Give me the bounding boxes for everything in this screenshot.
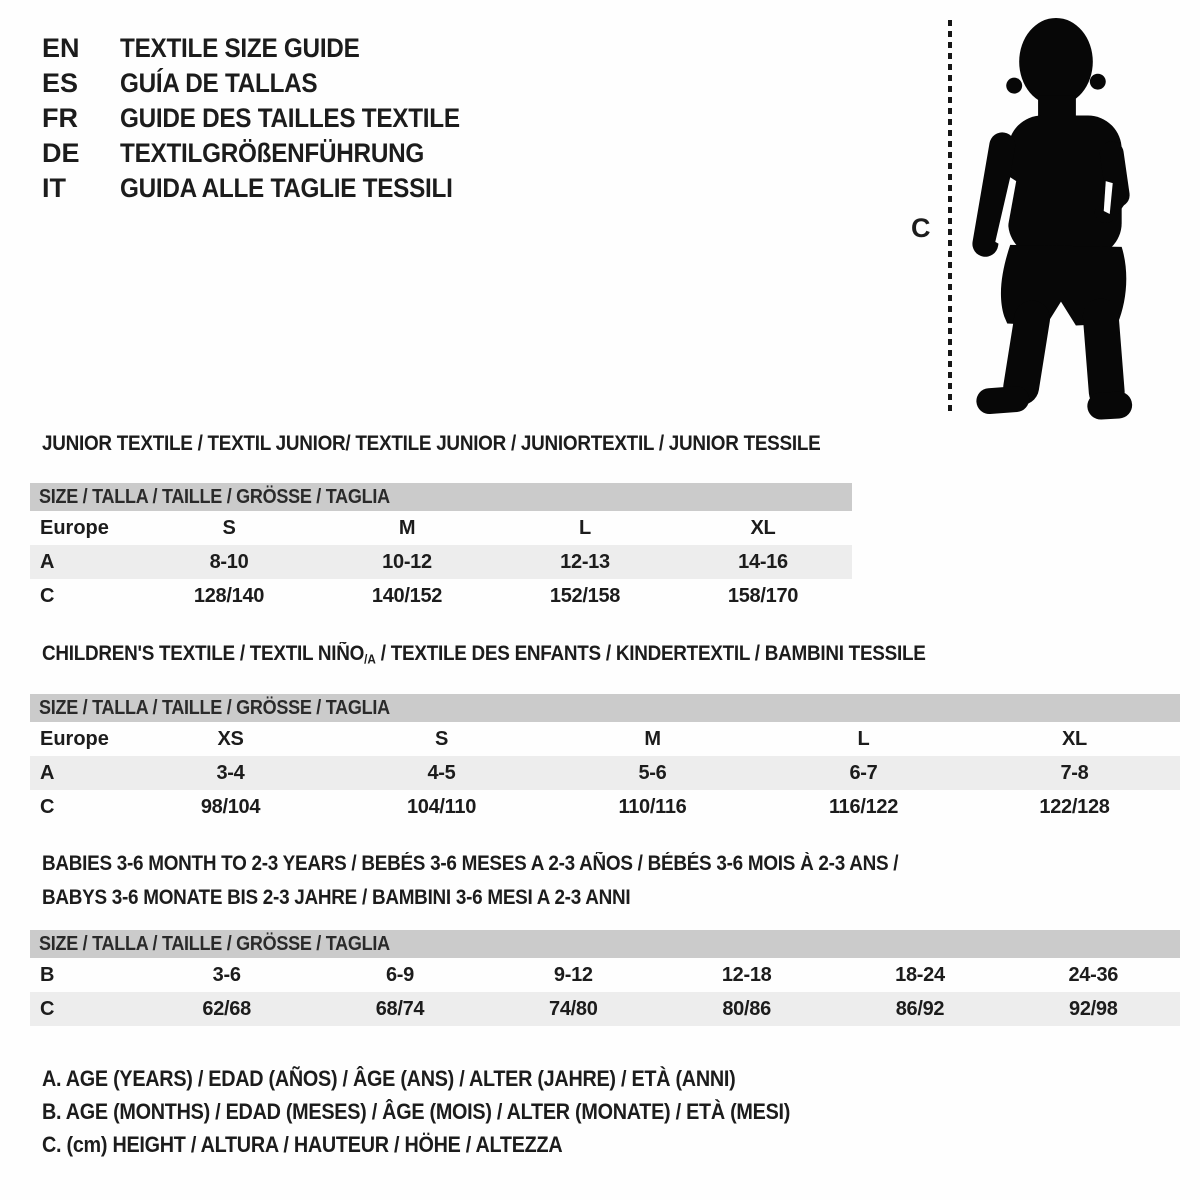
- junior-section-title: JUNIOR TEXTILE / TEXTIL JUNIOR/ TEXTILE JUNIOR / JUNIORTEXTIL / JUNIOR TESSILE: [42, 432, 821, 455]
- list-item: [42, 136, 498, 171]
- baby-figure: [895, 10, 1160, 422]
- row-label: A: [40, 551, 55, 573]
- list-item: [42, 31, 498, 66]
- table-row-age-years: A 8-10 10-12 12-13 14-16: [30, 545, 852, 579]
- junior-size-table: [30, 483, 852, 613]
- language-code: DE: [42, 138, 80, 168]
- list-item: [42, 66, 498, 101]
- language-code: ES: [42, 68, 79, 98]
- legend-line-b: B. AGE (MONTHS) / EDAD (MESES) / ÂGE (MOIS) / ALTER (MONATE) / ETÀ (MESI): [42, 1099, 791, 1124]
- row-label: Europe: [40, 517, 109, 539]
- row-label: A: [40, 762, 55, 784]
- children-section-title: CHILDREN'S TEXTILE / TEXTIL $NIÑO_{/A}$ / TEXTILE DES ENFANTS / KINDERTEXTIL / BAMBINI TESSILE: [42, 642, 926, 667]
- toddler-silhouette-icon: [960, 12, 1150, 420]
- height-measure-dashed-line: [948, 20, 952, 416]
- measurement-legend: [42, 1066, 873, 1165]
- list-item: [42, 101, 498, 136]
- row-label: B: [40, 964, 55, 986]
- language-code: FR: [42, 103, 78, 133]
- legend-line-c: C. (cm) HEIGHT / ALTURA / HAUTEUR / HÖHE / ALTEZZA: [42, 1132, 563, 1157]
- table-row-height-cm: C 62/68 68/74 74/80 80/86 86/92 92/98: [30, 992, 1180, 1026]
- babies-size-table: [30, 930, 1180, 1026]
- list-item: [42, 171, 498, 206]
- babies-section-title-line1: BABIES 3-6 MONTH TO 2-3 YEARS / BEBÉS 3-6 MESES A 2-3 AÑOS / BÉBÉS 3-6 MOIS À 2-3 ANS /: [42, 852, 899, 875]
- height-measure-label: C: [911, 213, 931, 243]
- children-size-table: [30, 694, 1180, 824]
- row-label: Europe: [40, 728, 109, 750]
- language-code: EN: [42, 33, 80, 63]
- table-row-europe: Europe S M L XL: [30, 511, 852, 545]
- guide-title: GUIDA ALLE TAGLIE TESSILI: [120, 173, 453, 203]
- table-row-height-cm: C 128/140 140/152 152/158 158/170: [30, 579, 852, 613]
- table-row-age-months: B 3-6 6-9 9-12 12-18 18-24 24-36: [30, 958, 1180, 992]
- guide-title: TEXTILE SIZE GUIDE: [120, 33, 360, 63]
- language-code: IT: [42, 173, 66, 203]
- table-row-age-years: A 3-4 4-5 5-6 6-7 7-8: [30, 756, 1180, 790]
- size-header-bar: SIZE / TALLA / TAILLE / GRÖSSE / TAGLIA: [30, 694, 1180, 722]
- table-row-height-cm: C 98/104 104/110 110/116 116/122 122/128: [30, 790, 1180, 824]
- row-label: C: [40, 998, 55, 1020]
- size-header-bar: SIZE / TALLA / TAILLE / GRÖSSE / TAGLIA: [30, 930, 1180, 958]
- guide-title: GUÍA DE TALLAS: [120, 68, 318, 98]
- legend-line-a: A. AGE (YEARS) / EDAD (AÑOS) / ÂGE (ANS) / ALTER (JAHRE) / ETÀ (ANNI): [42, 1066, 736, 1091]
- row-label: C: [40, 585, 55, 607]
- babies-section-title-line2: BABYS 3-6 MONATE BIS 2-3 JAHRE / BAMBINI 3-6 MESI A 2-3 ANNI: [42, 886, 631, 909]
- row-label: C: [40, 796, 55, 818]
- table-row-europe: Europe XS S M L XL: [30, 722, 1180, 756]
- guide-title: GUIDE DES TAILLES TEXTILE: [120, 103, 460, 133]
- language-title-list: [42, 31, 498, 206]
- guide-title: TEXTILGRÖßENFÜHRUNG: [120, 138, 425, 168]
- size-header-bar: SIZE / TALLA / TAILLE / GRÖSSE / TAGLIA: [30, 483, 852, 511]
